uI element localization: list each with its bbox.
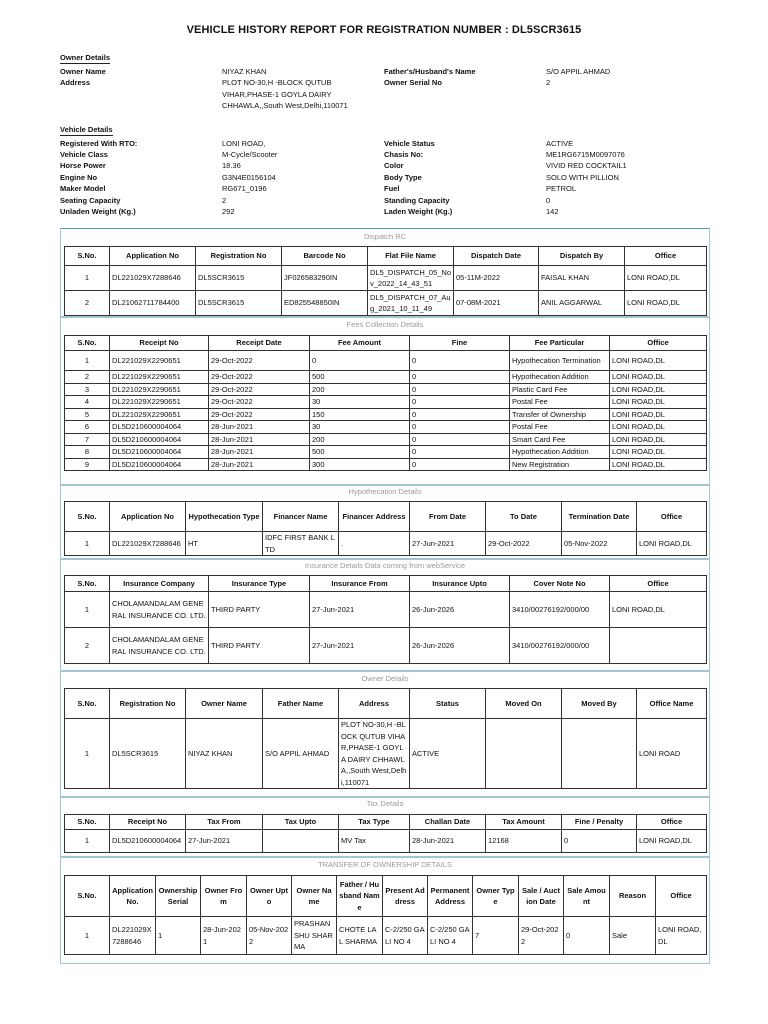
table-row bbox=[65, 396, 707, 409]
dispatch-table bbox=[64, 246, 707, 316]
field-label: Owner Serial No bbox=[384, 78, 442, 88]
table-cell: 30 bbox=[310, 396, 410, 409]
table-cell: 30 bbox=[310, 421, 410, 434]
owner-table bbox=[64, 688, 707, 789]
column-header: Address bbox=[339, 689, 410, 719]
table-cell: LONI ROAD,DL bbox=[610, 592, 707, 628]
column-header: Termination Date bbox=[562, 502, 637, 532]
field-value: PLOT NO-30,H -BLOCK QUTUB VIHAR,PHASE-1 GOYLA DAIRY CHHAWLA,,South West,Delhi,110071 bbox=[222, 78, 348, 111]
field-value: 2 bbox=[222, 195, 227, 205]
field-label: Standing Capacity bbox=[384, 195, 450, 205]
field-label: Vehicle Class bbox=[60, 149, 108, 159]
table-cell: DL5D210600004064 bbox=[110, 446, 209, 459]
column-header: Sale / Auction Date bbox=[519, 876, 564, 917]
column-header: Barcode No bbox=[282, 247, 368, 266]
field-label: Color bbox=[384, 161, 404, 171]
table-row bbox=[65, 628, 707, 664]
field-value: 18.36 bbox=[222, 161, 241, 171]
table-cell: 27-Jun-2021 bbox=[310, 628, 410, 664]
table-cell: Hypothecation Termination bbox=[510, 351, 610, 371]
table-cell: DL5_DISPATCH_07_Aug_2021_10_11_49 bbox=[368, 291, 454, 316]
table-cell: 0 bbox=[410, 421, 510, 434]
table-cell: 1 bbox=[65, 266, 110, 291]
table-cell: 27-Jun-2021 bbox=[310, 592, 410, 628]
column-header: Application No bbox=[110, 502, 186, 532]
table-cell: 1 bbox=[65, 917, 110, 955]
table-row bbox=[65, 830, 707, 853]
table-cell bbox=[486, 719, 562, 789]
table-header-row bbox=[65, 689, 707, 719]
table-header-row bbox=[65, 502, 707, 532]
column-header: S.No. bbox=[65, 336, 110, 351]
table-cell: Transfer of Ownership bbox=[510, 408, 610, 421]
table-cell: 29-Oct-2022 bbox=[209, 408, 310, 421]
table-cell: DL221029X2290651 bbox=[110, 351, 209, 371]
table-cell: 200 bbox=[310, 383, 410, 396]
table-cell: LONI ROAD,DL bbox=[610, 383, 707, 396]
column-header: Tax Amount bbox=[486, 815, 562, 830]
table-cell: 150 bbox=[310, 408, 410, 421]
tax-band: Tax Details bbox=[366, 799, 404, 808]
table-cell: 0 bbox=[410, 396, 510, 409]
table-cell: 0 bbox=[410, 408, 510, 421]
table-cell bbox=[263, 830, 339, 853]
table-row bbox=[65, 433, 707, 446]
table-cell: 05-11M-2022 bbox=[454, 266, 539, 291]
table-cell: DL5_DISPATCH_05_Nov_2022_14_43_51 bbox=[368, 266, 454, 291]
column-header: Office bbox=[610, 576, 707, 592]
table-cell: JF026583290IN bbox=[282, 266, 368, 291]
insurance-band: Insurance Details Data coming from webService bbox=[304, 561, 466, 570]
table-cell: 07-08M-2021 bbox=[454, 291, 539, 316]
column-header: Office bbox=[625, 247, 707, 266]
column-header: Dispatch By bbox=[539, 247, 625, 266]
column-header: Fee Particular bbox=[510, 336, 610, 351]
table-row bbox=[65, 291, 707, 316]
column-header: Tax Type bbox=[339, 815, 410, 830]
field-value: PETROL bbox=[546, 184, 577, 194]
table-cell: 28-Jun-2021 bbox=[209, 433, 310, 446]
table-cell: NIYAZ KHAN bbox=[186, 719, 263, 789]
table-cell: 28-Jun-2021 bbox=[209, 421, 310, 434]
column-header: Permanent Address bbox=[428, 876, 473, 917]
hypothecation-section bbox=[60, 484, 710, 560]
table-cell: 0 bbox=[410, 458, 510, 471]
column-header: Fine bbox=[410, 336, 510, 351]
column-header: Moved On bbox=[486, 689, 562, 719]
column-header: Financer Name bbox=[263, 502, 339, 532]
field-value: LONI ROAD, bbox=[222, 138, 266, 148]
table-cell: 2 bbox=[65, 371, 110, 384]
table-cell: MV Tax bbox=[339, 830, 410, 853]
owner-band: Owner Details bbox=[361, 674, 409, 683]
table-cell: . bbox=[339, 532, 410, 556]
column-header: S.No. bbox=[65, 689, 110, 719]
table-row bbox=[65, 351, 707, 371]
table-cell: 500 bbox=[310, 371, 410, 384]
table-cell: PLOT NO-30,H -BLOCK QUTUB VIHAR,PHASE-1 GOYLA DAIRY CHHAWLA,,South West,Delhi,110071 bbox=[339, 719, 410, 789]
table-cell: 7 bbox=[65, 433, 110, 446]
table-cell: 29-Oct-2022 bbox=[519, 917, 564, 955]
table-cell: IDFC FIRST BANK LTD bbox=[263, 532, 339, 556]
table-header-row bbox=[65, 247, 707, 266]
table-cell bbox=[562, 719, 637, 789]
table-cell: CHOTE LAL SHARMA bbox=[337, 917, 383, 955]
field-label: Maker Model bbox=[60, 184, 106, 194]
table-cell: 8 bbox=[65, 446, 110, 459]
table-cell: LONI ROAD,DL bbox=[610, 371, 707, 384]
table-cell: 3410/00276192/000/00 bbox=[510, 628, 610, 664]
fees-section bbox=[60, 316, 710, 486]
table-cell: S/O APPIL AHMAD bbox=[263, 719, 339, 789]
table-cell: DL21062711784400 bbox=[110, 291, 196, 316]
table-cell: 28-Jun-2021 bbox=[410, 830, 486, 853]
insurance-table bbox=[64, 575, 707, 664]
field-label: Engine No bbox=[60, 172, 98, 182]
owner-section bbox=[60, 670, 710, 798]
field-value: NIYAZ KHAN bbox=[222, 67, 267, 76]
table-cell: 27-Jun-2021 bbox=[410, 532, 486, 556]
column-header: Application No. bbox=[110, 876, 156, 917]
table-cell: LONI ROAD,DL bbox=[610, 458, 707, 471]
field-label: Owner Name bbox=[60, 67, 106, 76]
field-label: Body Type bbox=[384, 172, 422, 182]
hypothecation-band: Hypothecation Details bbox=[348, 487, 422, 496]
table-cell: 3410/00276192/000/00 bbox=[510, 592, 610, 628]
column-header: Cover Note No bbox=[510, 576, 610, 592]
table-cell: LONI ROAD,DL bbox=[610, 408, 707, 421]
column-header: Insurance From bbox=[310, 576, 410, 592]
table-cell: DL221029X2290651 bbox=[110, 371, 209, 384]
column-header: Owner Name bbox=[292, 876, 337, 917]
table-cell: DL5SCR3615 bbox=[196, 291, 282, 316]
vehicle-details-heading: Vehicle Details bbox=[60, 125, 113, 134]
table-cell: DL5D210600004064 bbox=[110, 458, 209, 471]
owner-details-heading: Owner Details bbox=[60, 53, 111, 62]
table-cell: ED825548850IN bbox=[282, 291, 368, 316]
field-value: 292 bbox=[222, 206, 235, 216]
table-cell: THIRD PARTY bbox=[209, 628, 310, 664]
table-cell: 28-Jun-2021 bbox=[201, 917, 247, 955]
table-cell: 0 bbox=[410, 351, 510, 371]
table-cell: ANIL AGGARWAL bbox=[539, 291, 625, 316]
field-label: Registered With RTO: bbox=[60, 138, 138, 148]
table-cell: Plastic Card Fee bbox=[510, 383, 610, 396]
table-cell: 27-Jun-2021 bbox=[186, 830, 263, 853]
table-cell: 3 bbox=[65, 383, 110, 396]
table-cell: 7 bbox=[473, 917, 519, 955]
table-cell: DL221029X2290651 bbox=[110, 408, 209, 421]
tax-table bbox=[64, 814, 707, 853]
column-header: Sale Amount bbox=[564, 876, 610, 917]
table-cell: DL221029X7288646 bbox=[110, 917, 156, 955]
table-cell: Postal Fee bbox=[510, 396, 610, 409]
column-header: S.No. bbox=[65, 576, 110, 592]
column-header: Financer Address bbox=[339, 502, 410, 532]
dispatch-band: Dispatch RC bbox=[363, 232, 407, 241]
column-header: Insurance Company bbox=[110, 576, 209, 592]
field-label: Seating Capacity bbox=[60, 195, 121, 205]
transfer-section bbox=[60, 856, 710, 964]
column-header: Dispatch Date bbox=[454, 247, 539, 266]
table-cell: 26-Jun-2026 bbox=[410, 592, 510, 628]
column-header: Hypothecation Type bbox=[186, 502, 263, 532]
transfer-band: TRANSFER OF OWNERSHIP DETAILS bbox=[318, 860, 452, 869]
column-header: Receipt Date bbox=[209, 336, 310, 351]
table-cell: 0 bbox=[310, 351, 410, 371]
table-cell: 0 bbox=[410, 371, 510, 384]
table-row bbox=[65, 371, 707, 384]
column-header: Tax Upto bbox=[263, 815, 339, 830]
column-header: Moved By bbox=[562, 689, 637, 719]
column-header: Challan Date bbox=[410, 815, 486, 830]
column-header: Reason bbox=[610, 876, 656, 917]
table-cell: LONI ROAD,DL bbox=[610, 351, 707, 371]
table-cell: DL221029X2290651 bbox=[110, 396, 209, 409]
column-header: To Date bbox=[486, 502, 562, 532]
field-label: Vehicle Status bbox=[384, 138, 435, 148]
column-header: Insurance Upto bbox=[410, 576, 510, 592]
table-row bbox=[65, 532, 707, 556]
column-header: Owner Name bbox=[186, 689, 263, 719]
table-cell: DL221029X2290651 bbox=[110, 383, 209, 396]
field-value: 2 bbox=[546, 78, 551, 88]
field-label: Horse Power bbox=[60, 161, 106, 171]
column-header: Registration No bbox=[196, 247, 282, 266]
field-label: Chasis No: bbox=[384, 149, 424, 159]
table-cell: Hypothecation Addition bbox=[510, 446, 610, 459]
table-cell: 26-Jun-2026 bbox=[410, 628, 510, 664]
table-cell: 0 bbox=[410, 433, 510, 446]
field-label: Fuel bbox=[384, 184, 400, 194]
table-cell: LONI ROAD,DL bbox=[637, 830, 707, 853]
table-cell: 05-Nov-2022 bbox=[562, 532, 637, 556]
table-cell: LONI ROAD,DL bbox=[637, 532, 707, 556]
table-cell: DL5SCR3615 bbox=[110, 719, 186, 789]
table-cell: THIRD PARTY bbox=[209, 592, 310, 628]
table-cell: DL221029X7288646 bbox=[110, 266, 196, 291]
field-value: ACTIVE bbox=[546, 138, 574, 148]
table-cell: 29-Oct-2022 bbox=[209, 371, 310, 384]
column-header: S.No. bbox=[65, 247, 110, 266]
insurance-section bbox=[60, 558, 710, 672]
table-row bbox=[65, 917, 707, 955]
report-title: VEHICLE HISTORY REPORT FOR REGISTRATION NUMBER : DL5SCR3615 bbox=[186, 24, 582, 36]
table-cell: 9 bbox=[65, 458, 110, 471]
field-value: 0 bbox=[546, 195, 551, 205]
table-row bbox=[65, 592, 707, 628]
table-row bbox=[65, 421, 707, 434]
table-row bbox=[65, 458, 707, 471]
table-cell: HT bbox=[186, 532, 263, 556]
table-cell: 05-Nov-2022 bbox=[247, 917, 292, 955]
table-cell: 1 bbox=[65, 719, 110, 789]
column-header: Office Name bbox=[637, 689, 707, 719]
column-header: Office bbox=[610, 336, 707, 351]
column-header: Ownership Serial bbox=[156, 876, 201, 917]
table-cell: 1 bbox=[65, 532, 110, 556]
column-header: S.No. bbox=[65, 815, 110, 830]
table-cell: DL5D210600004064 bbox=[110, 830, 186, 853]
table-cell: Smart Card Fee bbox=[510, 433, 610, 446]
table-cell: 29-Oct-2022 bbox=[486, 532, 562, 556]
fees-table bbox=[64, 335, 707, 471]
transfer-table bbox=[64, 875, 707, 955]
table-cell: LONI ROAD,DL bbox=[625, 291, 707, 316]
table-cell: 2 bbox=[65, 628, 110, 664]
table-cell: LONI ROAD bbox=[637, 719, 707, 789]
table-cell: ACTIVE bbox=[410, 719, 486, 789]
table-cell: Postal Fee bbox=[510, 421, 610, 434]
table-row bbox=[65, 383, 707, 396]
table-cell: 0 bbox=[410, 446, 510, 459]
tax-section bbox=[60, 796, 710, 858]
table-cell: 1 bbox=[156, 917, 201, 955]
table-cell: 28-Jun-2021 bbox=[209, 446, 310, 459]
table-row bbox=[65, 446, 707, 459]
field-value: ME1RG6715M0097076 bbox=[546, 149, 625, 159]
table-cell: C-2/250 GALI NO 4 bbox=[383, 917, 428, 955]
table-cell: LONI ROAD,DL bbox=[610, 446, 707, 459]
table-cell: 300 bbox=[310, 458, 410, 471]
column-header: Flat File Name bbox=[368, 247, 454, 266]
table-cell: C-2/250 GALI NO 4 bbox=[428, 917, 473, 955]
column-header: Receipt No bbox=[110, 815, 186, 830]
table-cell: 6 bbox=[65, 421, 110, 434]
table-cell: DL5D210600004064 bbox=[110, 421, 209, 434]
table-cell: FAISAL KHAN bbox=[539, 266, 625, 291]
column-header: Receipt No bbox=[110, 336, 209, 351]
table-cell: LONI ROAD,DL bbox=[625, 266, 707, 291]
table-cell: 1 bbox=[65, 592, 110, 628]
field-label: Father's/Husband's Name bbox=[384, 67, 476, 76]
dispatch-section bbox=[60, 228, 710, 318]
column-header: Application No bbox=[110, 247, 196, 266]
column-header: Father / Husband Name bbox=[337, 876, 383, 917]
table-cell: 12168 bbox=[486, 830, 562, 853]
table-cell: LONI ROAD,DL bbox=[656, 917, 707, 955]
table-cell: 0 bbox=[564, 917, 610, 955]
column-header: Fee Amount bbox=[310, 336, 410, 351]
table-cell: 28-Jun-2021 bbox=[209, 458, 310, 471]
column-header: S.No. bbox=[65, 876, 110, 917]
table-cell: 29-Oct-2022 bbox=[209, 396, 310, 409]
column-header: Owner Type bbox=[473, 876, 519, 917]
table-cell: DL5D210600004064 bbox=[110, 433, 209, 446]
column-header: Insurance Type bbox=[209, 576, 310, 592]
column-header: S.No. bbox=[65, 502, 110, 532]
table-cell: New Registration bbox=[510, 458, 610, 471]
field-label: Laden Weight (Kg.) bbox=[384, 206, 453, 216]
table-cell: LONI ROAD,DL bbox=[610, 396, 707, 409]
table-cell: 0 bbox=[562, 830, 637, 853]
table-header-row bbox=[65, 815, 707, 830]
table-cell: LONI ROAD,DL bbox=[610, 421, 707, 434]
column-header: Office bbox=[637, 502, 707, 532]
table-header-row bbox=[65, 876, 707, 917]
table-cell: 29-Oct-2022 bbox=[209, 351, 310, 371]
table-cell: 2 bbox=[65, 291, 110, 316]
table-cell: 1 bbox=[65, 830, 110, 853]
table-header-row bbox=[65, 336, 707, 351]
table-cell: DL5SCR3615 bbox=[196, 266, 282, 291]
field-value: M-Cycle/Scooter bbox=[222, 149, 278, 159]
field-label: Unladen Weight (Kg.) bbox=[60, 206, 136, 216]
table-cell: Hypothecation Addition bbox=[510, 371, 610, 384]
field-value: G3N4E0156104 bbox=[222, 172, 276, 182]
field-label: Address bbox=[60, 78, 91, 88]
field-value: S/O APPIL AHMAD bbox=[546, 67, 611, 76]
table-cell: CHOLAMANDALAM GENERAL INSURANCE CO. LTD. bbox=[110, 592, 209, 628]
table-cell: PRASHANSHU SHARMA bbox=[292, 917, 337, 955]
column-header: Office bbox=[656, 876, 707, 917]
table-cell: LONI ROAD,DL bbox=[610, 433, 707, 446]
column-header: Owner From bbox=[201, 876, 247, 917]
column-header: From Date bbox=[410, 502, 486, 532]
table-row bbox=[65, 408, 707, 421]
column-header: Status bbox=[410, 689, 486, 719]
column-header: Owner Upto bbox=[247, 876, 292, 917]
hypothecation-table bbox=[64, 501, 707, 556]
table-cell: 5 bbox=[65, 408, 110, 421]
field-value: SOLO WITH PILLION bbox=[546, 172, 619, 182]
table-cell: 29-Oct-2022 bbox=[209, 383, 310, 396]
table-cell: 200 bbox=[310, 433, 410, 446]
fees-band: Fees Collection Details bbox=[346, 320, 424, 329]
table-cell: DL221029X7288646 bbox=[110, 532, 186, 556]
table-header-row bbox=[65, 576, 707, 592]
column-header: Fine / Penalty bbox=[562, 815, 637, 830]
table-cell: CHOLAMANDALAM GENERAL INSURANCE CO. LTD. bbox=[110, 628, 209, 664]
column-header: Registration No bbox=[110, 689, 186, 719]
table-cell: 0 bbox=[410, 383, 510, 396]
table-row bbox=[65, 719, 707, 789]
table-cell: 4 bbox=[65, 396, 110, 409]
table-row bbox=[65, 266, 707, 291]
table-cell: 1 bbox=[65, 351, 110, 371]
field-value: 142 bbox=[546, 206, 559, 216]
table-cell: 500 bbox=[310, 446, 410, 459]
column-header: Office bbox=[637, 815, 707, 830]
field-value: VIVID RED COCKTAIL1 bbox=[546, 161, 627, 171]
column-header: Father Name bbox=[263, 689, 339, 719]
table-cell bbox=[610, 628, 707, 664]
column-header: Present Address bbox=[383, 876, 428, 917]
table-cell: Sale bbox=[610, 917, 656, 955]
field-value: RG671_0196 bbox=[222, 184, 267, 194]
column-header: Tax From bbox=[186, 815, 263, 830]
